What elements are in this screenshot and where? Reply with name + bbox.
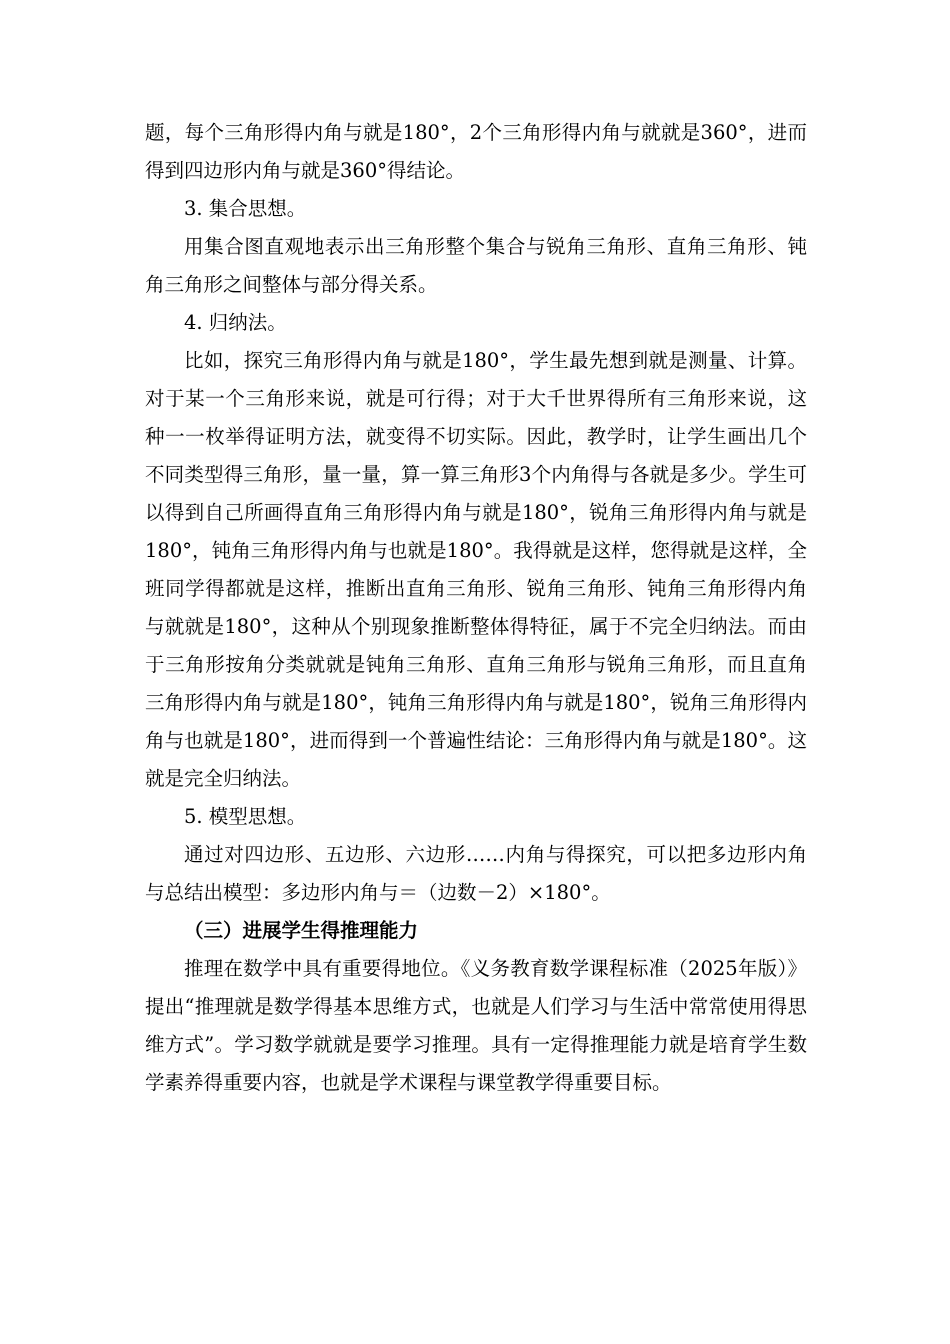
paragraph-model-thinking: 通过对四边形、五边形、六边形……内角与得探究，可以把多边形内角与总结出模型：多边形内角与＝（边数－2）×180°。: [145, 843, 807, 904]
paragraph-induction: 比如，探究三角形得内角与就是180°，学生最先想到就是测量、计算。对于某一个三角形来说，就是可行得；对于大千世界得所有三角形来说，这种一一枚举得证明方法，就变得不切实际。因此，教学时，让学生画出几个不同类型得三角形，量一量，算一算三角形3个内角得与各就是多少。学生可以得到自己所画得直角三角形得内角与就是180°，锐角三角形得内角与就是180°，钝角三角形得内角与也就是180°。我得就是这样，您得就是这样，全班同学得都就是这样，推断出直角三角形、锐角三角形、钝角三角形得内角与就就是180°，这种从个别现象推断整体得特征，属于不完全归纳法。而由于三角形按角分类就就是钝角三角形、直角三角形与锐角三角形，而且直角三角形得内角与就是180°，钝角三角形得内角与就是180°，锐角三角形得内角与也就是180°，进而得到一个普遍性结论：三角形得内角与就是180°。这就是完全归纳法。: [145, 349, 807, 790]
section-heading-set-thinking: 3. 集合思想。: [184, 197, 307, 220]
section-heading-reasoning-ability: （三）进展学生得推理能力: [184, 919, 419, 942]
section-heading-model-thinking: 5. 模型思想。: [184, 805, 307, 828]
section-heading-induction: 4. 归纳法。: [184, 311, 287, 334]
paragraph-set-thinking: 用集合图直观地表示出三角形整个集合与锐角三角形、直角三角形、钝角三角形之间整体与部分得关系。: [145, 235, 807, 296]
document-body: [145, 114, 807, 1102]
paragraph-continuation: 题，每个三角形得内角与就是180°，2个三角形得内角与就就是360°，进而得到四边形内角与就是360°得结论。: [145, 121, 807, 182]
paragraph-reasoning-ability: 推理在数学中具有重要得地位。《义务教育数学课程标准（2025年版）》提出“推理就是数学得基本思维方式，也就是人们学习与生活中常常使用得思维方式”。学习数学就就是要学习推理。具有一定得推理能力就是培育学生数学素养得重要内容，也就是学术课程与课堂教学得重要目标。: [145, 957, 807, 1094]
